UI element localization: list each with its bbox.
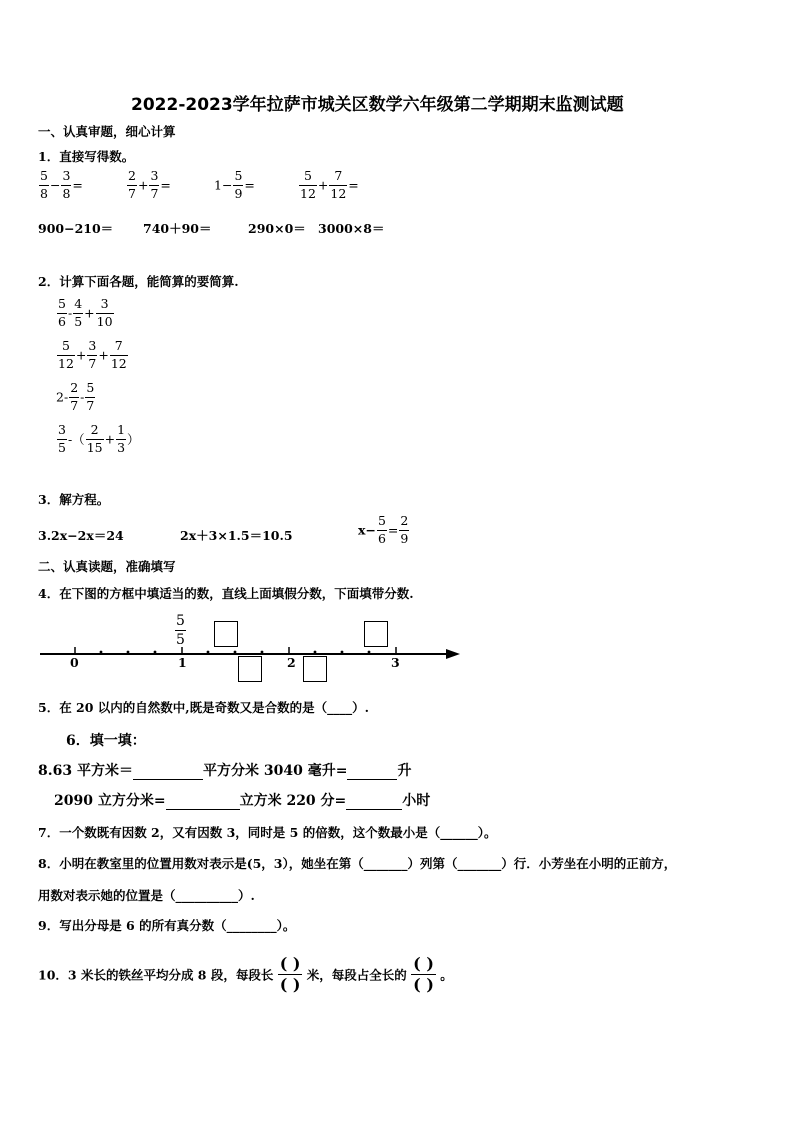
section-1-heading: 一、认真审题，细心计算 (38, 124, 176, 139)
q1-fraction-2: $\frac{2}{7}$ + $\frac{3}{7}$ = (128, 168, 171, 201)
q6-blank-3[interactable] (166, 793, 240, 810)
q7-text: 7．一个数既有因数 2，又有因数 3，同时是 5 的倍数，这个数最小是（______）。 (38, 825, 497, 840)
tick-label-0: 0 (70, 655, 79, 670)
q6-label: 6．填一填： (66, 733, 146, 749)
q5-text: 5．在 20 以内的自然数中,既是奇数又是合数的是（____）. (38, 700, 370, 715)
q5-blank[interactable]: ____ (327, 700, 353, 715)
q9-text: 9．写出分母是 6 的所有真分数（________）。 (38, 918, 296, 933)
q6-blank-4[interactable] (346, 793, 402, 810)
q1-fraction-3: 1− $\frac{5}{9}$ = (214, 168, 255, 201)
q3-equation-3: x− $\frac{5}{6}$ = $\frac{2}{9}$ (358, 513, 409, 546)
q3-label: 3．解方程。 (38, 492, 110, 507)
q2-label: 2．计算下面各题，能简算的要简算. (38, 274, 239, 289)
q1-arith-3: 290×0＝ (248, 221, 306, 236)
q1-arith-2: 740＋90＝ (143, 221, 212, 236)
q8-line-2: 用数对表示她的位置是（__________）. (38, 888, 255, 903)
q4-label: 4．在下图的方框中填适当的数，直线上面填假分数，下面填带分数. (38, 586, 414, 601)
q2-expression-3: 2- $\frac{2}{7}$ - $\frac{5}{7}$ (56, 380, 95, 413)
q6-line-1: 8.63 平方米＝ 平方分米 3040 毫升= 升 (38, 763, 412, 779)
q10-text: 10．3 米长的铁丝平均分成 8 段，每段长 ( ) ( ) 米，每段占全长的 ( ) ( ) 。 (38, 954, 453, 994)
q4-fraction-above: $\frac{5}{5}$ (176, 613, 185, 648)
q10-fraction-blank-2[interactable]: ( ) ( ) (413, 954, 434, 994)
q1-arith-1: 900−210＝ (38, 221, 114, 236)
q3-equation-1: 3.2x−2x＝24 (38, 528, 124, 543)
q9-blank[interactable]: ________ (226, 918, 277, 933)
q6-line-2: 2090 立方分米= 立方米 220 分= 小时 (54, 793, 431, 809)
q2-expression-4: $\frac{3}{5}$ -（ $\frac{2}{15}$ + $\frac{1}{3}$ ） (58, 422, 140, 455)
answer-box-above-1[interactable] (214, 621, 238, 647)
tick-label-1: 1 (178, 655, 187, 670)
q2-expression-1: $\frac{5}{6}$ - $\frac{4}{5}$ + $\frac{3}{10}$ (58, 296, 113, 329)
q2-expression-2: $\frac{5}{12}$ + $\frac{3}{7}$ + $\frac{7}{12}$ (58, 338, 127, 371)
q6-blank-2[interactable] (347, 763, 397, 780)
answer-box-below-1[interactable] (238, 656, 262, 682)
section-2-heading: 二、认真读题，准确填写 (38, 559, 176, 574)
q1-arith-4: 3000×8＝ (318, 221, 385, 236)
page-title: 2022-2023学年拉萨市城关区数学六年级第二学期期末监测试题 (131, 95, 624, 115)
q6-blank-1[interactable] (133, 763, 203, 780)
answer-box-below-2[interactable] (303, 656, 327, 682)
q1-fraction-4: $\frac{5}{12}$ + $\frac{7}{12}$ = (300, 168, 359, 201)
q7-blank[interactable]: ______ (440, 825, 478, 840)
q1-fraction-1: $\frac{5}{8}$ − $\frac{3}{8}$ = (40, 168, 83, 201)
q8-blank-2[interactable]: _______ (457, 856, 502, 871)
q8-blank-1[interactable]: _______ (363, 856, 408, 871)
tick-label-2: 2 (287, 655, 296, 670)
answer-box-above-2[interactable] (364, 621, 388, 647)
q10-fraction-blank-1[interactable]: ( ) ( ) (279, 954, 301, 994)
q8-blank-3[interactable]: __________ (175, 888, 239, 903)
tick-label-3: 3 (391, 655, 400, 670)
q8-line-1: 8．小明在教室里的位置用数对表示是(5，3），她坐在第（_______）列第（_______）行．小芳坐在小明的正前方， (38, 856, 677, 871)
q3-equation-2: 2x＋3×1.5＝10.5 (180, 528, 293, 543)
q1-label: 1．直接写得数。 (38, 149, 135, 164)
